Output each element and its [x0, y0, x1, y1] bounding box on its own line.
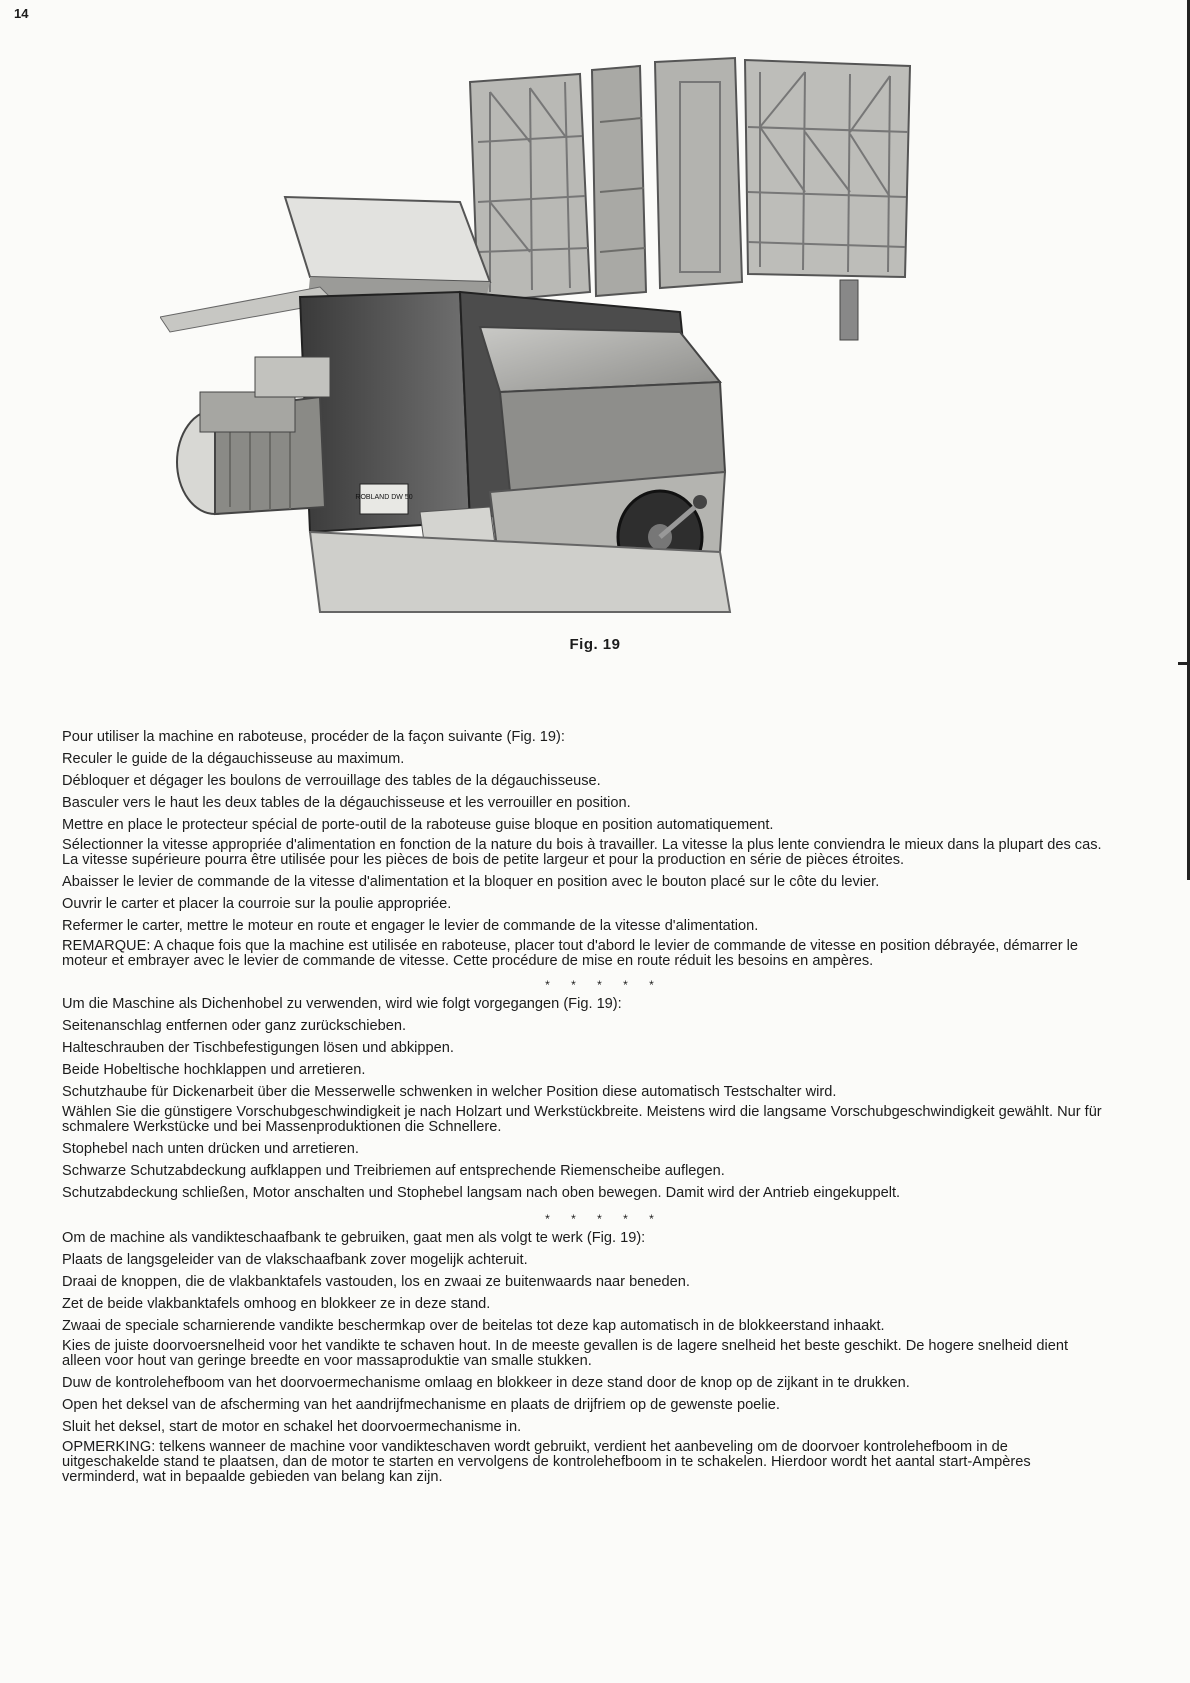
- paragraph: Sluit het deksel, start de motor en schakel het doorvoermechanisme in.: [62, 1419, 522, 1435]
- remark-paragraph: OPMERKING: telkens wanneer de machine voor vandikteschaven wordt gebruikt, verdient het aanbeveling om de doorvoer kontrolehefboom in de uitgeschakelde stand te plaatsen, dan de motor te starten en vervolgens de kontrolehefboom in te schakelen. Hierdoor wordt het aantal start-Ampères verminderd, wat in bepaalde gebieden van belang kan zijn.: [62, 1439, 1031, 1485]
- paragraph: Basculer vers le haut les deux tables de la dégauchisseuse et les verrouiller en position.: [62, 795, 631, 811]
- section-dutch: [62, 1229, 1106, 1485]
- section-french: [62, 728, 1106, 969]
- scan-edge-tick: [1178, 662, 1190, 665]
- paragraph: Halteschrauben der Tischbefestigungen lösen und abkippen.: [62, 1040, 454, 1056]
- paragraph: Duw de kontrolehefboom van het doorvoermechanisme omlaag en blokkeer in deze stand door de knop op de zijkant in te drukken.: [62, 1375, 910, 1391]
- paragraph: Kies de juiste doorvoersnelheid voor het vandikte te schaven hout. In de meeste gevallen is de lagere snelheid het beste geschikt. De hogere snelheid dient alleen voor hout van geringe breedte en voor massaproduktie van smalle stukken.: [62, 1338, 1068, 1369]
- paragraph: Schutzhaube für Dickenarbeit über die Messerwelle schwenken in welcher Position diese automatisch Testschalter wird.: [62, 1084, 837, 1100]
- paragraph: Zet de beide vlakbanktafels omhoog en blokkeer ze in deze stand.: [62, 1296, 491, 1312]
- paragraph: Beide Hobeltische hochklappen und arretieren.: [62, 1062, 366, 1078]
- remark-paragraph: REMARQUE: A chaque fois que la machine est utilisée en raboteuse, placer tout d'abord le levier de commande de vitesse en position débrayée, démarrer le moteur et embrayer avec le levier de commande de vitesse. Cette procédure de mise en route réduit les besoins en ampères.: [62, 938, 1078, 969]
- raised-table-right: [655, 58, 910, 340]
- paragraph: Schwarze Schutzabdeckung aufklappen und Treibriemen auf entsprechende Riemenscheibe auflegen.: [62, 1163, 725, 1179]
- paragraph: Wählen Sie die günstigere Vorschubgeschwindigkeit je nach Holzart und Werkstückbreite. Meistens wird die langsame Vorschubgeschwindigkeit gewählt. Nur für schmalere Werkstücke und bei Massenproduktionen die Schnellere.: [62, 1104, 1102, 1135]
- paragraph: Zwaai de speciale scharnierende vandikte beschermkap over de beitelas tot deze kap automatisch in de blokkeerstand inhaakt.: [62, 1318, 885, 1334]
- instructions-text: [62, 728, 1106, 1495]
- paragraph: Om de machine als vandikteschaafbank te gebruiken, gaat men als volgt te werk (Fig. 19):: [62, 1230, 646, 1246]
- paragraph: Pour utiliser la machine en raboteuse, procéder de la façon suivante (Fig. 19):: [62, 729, 565, 745]
- section-separator: * * * * *: [545, 1212, 663, 1226]
- page-number: 14: [14, 6, 29, 21]
- paragraph: Stophebel nach unten drücken und arretieren.: [62, 1141, 359, 1157]
- paragraph: Ouvrir le carter et placer la courroie sur la poulie appropriée.: [62, 896, 452, 912]
- paragraph: Seitenanschlag entfernen oder ganz zurückschieben.: [62, 1018, 406, 1034]
- paragraph: Sélectionner la vitesse appropriée d'alimentation en fonction de la nature du bois à travailler. La vitesse la plus lente conviendra le mieux dans la plupart des cas. La vitesse supérieure pourra être utilisée pour les pièces de bois de petite largeur et pour la production en série de pièces étroites.: [62, 837, 1102, 868]
- paragraph: Open het deksel van de afscherming van het aandrijfmechanisme en plaats de drijfriem op de gewenste poelie.: [62, 1397, 780, 1413]
- section-separator: * * * * *: [545, 978, 663, 992]
- machine-photo: [160, 52, 980, 632]
- paragraph: Refermer le carter, mettre le moteur en route et engager le levier de commande de la vitesse d'alimentation.: [62, 918, 759, 934]
- combination-planer-thicknesser-photo: [160, 52, 980, 632]
- figure-caption: Fig. 19: [569, 636, 621, 653]
- raised-table-middle: [592, 66, 646, 296]
- paragraph: Um die Maschine als Dichenhobel zu verwenden, wird wie folgt vorgegangen (Fig. 19):: [62, 996, 622, 1012]
- motor: [177, 357, 330, 514]
- paragraph: Schutzabdeckung schließen, Motor anschalten und Stophebel langsam nach oben bewegen. Damit wird der Antrieb eingekuppelt.: [62, 1185, 901, 1201]
- nameplate-text: ROBLAND DW 50: [355, 494, 413, 501]
- section-german: [62, 995, 1106, 1203]
- paragraph: Débloquer et dégager les boulons de verrouillage des tables de la dégauchisseuse.: [62, 773, 601, 789]
- paragraph: Mettre en place le protecteur spécial de porte-outil de la raboteuse guise bloque en position automatiquement.: [62, 817, 774, 833]
- paragraph: Reculer le guide de la dégauchisseuse au maximum.: [62, 751, 405, 767]
- paragraph: Plaats de langsgeleider van de vlakschaafbank zover mogelijk achteruit.: [62, 1252, 528, 1268]
- raised-table-left: [470, 74, 590, 302]
- paragraph: Draai de knoppen, die de vlakbanktafels vastouden, los en zwaai ze buitenwaards naar beneden.: [62, 1274, 690, 1290]
- nameplate: [355, 484, 412, 514]
- paragraph: Abaisser le levier de commande de la vitesse d'alimentation et la bloquer en position avec le bouton placé sur le côte du levier.: [62, 874, 880, 890]
